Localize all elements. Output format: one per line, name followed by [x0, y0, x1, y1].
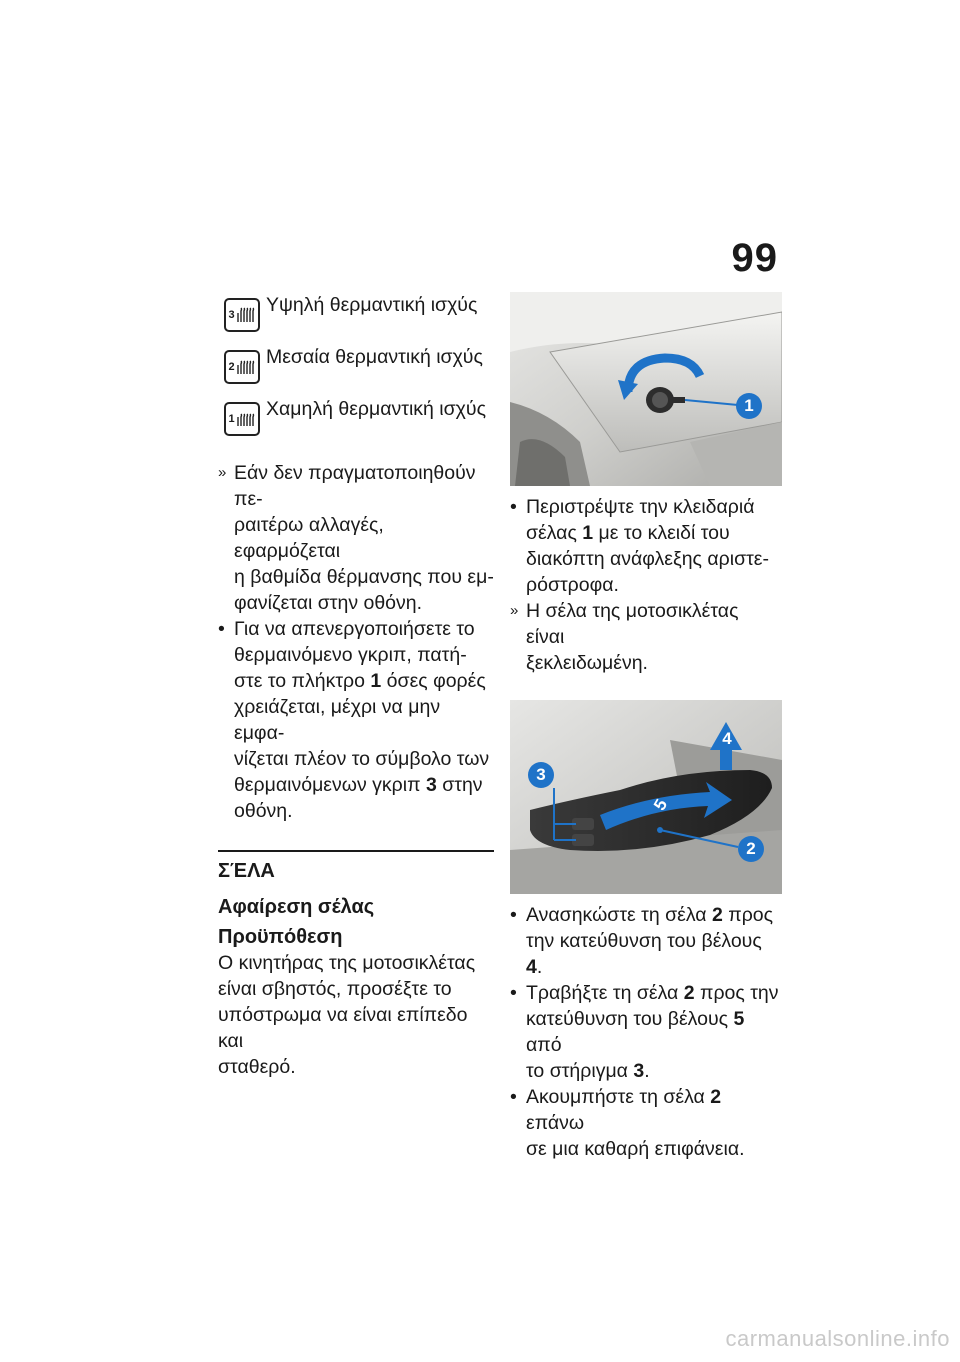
bullet-marker: • [510, 496, 517, 518]
step-item [510, 1084, 782, 1162]
watermark-footer: carmanualsonline.info [725, 1326, 950, 1351]
text-line: σε μια καθαρή επιφάνεια. [526, 1138, 745, 1160]
result-marker: » [510, 602, 519, 619]
text-line: ραιτέρω αλλαγές, εφαρμόζεται [234, 514, 384, 562]
text-line: θερμαινόμενο γκριπ, πατή- [234, 644, 467, 666]
heat-level-row [218, 292, 494, 344]
text-line: Τραβήξτε τη σέλα 2 προς την [526, 982, 779, 1004]
heat-level-row [218, 344, 494, 396]
text-line: φανίζεται στην οθόνη. [234, 592, 423, 614]
text-line: ξεκλειδωμένη. [526, 652, 648, 674]
text-line: Για να απενεργοποιήσετε το [234, 618, 475, 640]
reference-number: 4 [526, 956, 537, 978]
text-line: νίζεται πλέον το σύμβολο των [234, 748, 490, 770]
left-column [218, 292, 494, 1080]
seal-lock-figure [510, 292, 782, 486]
text-line: Η σέλα της μοτοσικλέτας είναι [526, 600, 739, 648]
callout-3: 3 [528, 762, 554, 788]
text-line: Περιστρέψτε την κλειδαριά [526, 496, 755, 518]
bullet-marker: • [218, 618, 225, 640]
seat-removal-figure [510, 700, 782, 894]
text-line: ρόστροφα. [526, 574, 619, 596]
step-item [510, 494, 782, 598]
text-line: οθόνη. [234, 800, 293, 822]
bullet-marker: • [510, 904, 517, 926]
text-line: η βαθμίδα θέρμανσης που εμ- [234, 566, 494, 588]
callout-2: 2 [738, 836, 764, 862]
result-item [510, 598, 782, 676]
heating-level-2-icon: 2 [224, 350, 260, 384]
section-divider [218, 850, 494, 852]
callout-4: 4 [722, 729, 732, 748]
reference-number: 2 [683, 982, 695, 1004]
text-line: είναι σβηστός, προσέξτε το [218, 978, 452, 1000]
reference-number: 1 [582, 522, 594, 544]
reference-number: 2 [711, 904, 723, 926]
heat-level-label: Υψηλή θερμαντική ισχύς [266, 294, 478, 316]
reference-number: 3 [425, 774, 437, 796]
text-line: Ακουμπήστε τη σέλα 2 επάνω [526, 1086, 722, 1134]
text-line: υπόστρωμα να είναι επίπεδο και [218, 1004, 468, 1052]
reference-number: 5 [733, 1008, 745, 1030]
precondition-title: Προϋπόθεση [218, 926, 343, 948]
text-line: σταθερό. [218, 1056, 296, 1078]
step-item [510, 902, 782, 980]
heat-level-label: Χαμηλή θερμαντική ισχύς [266, 398, 486, 420]
heating-level-1-icon: 1 [224, 402, 260, 436]
seat-lock-illustration [510, 292, 782, 486]
bullet-marker: • [510, 1086, 517, 1108]
text-line: την κατεύθυνση του βέλους 4. [526, 930, 762, 978]
result-marker: » [218, 464, 227, 481]
reference-number: 3 [633, 1060, 645, 1082]
text-line: στε το πλήκτρο 1 όσες φορές [234, 670, 486, 692]
bullet-marker: • [510, 982, 517, 1004]
text-line: κατεύθυνση του βέλους 5 από [526, 1008, 745, 1056]
text-line: Ο κινητήρας της μοτοσικλέτας [218, 952, 476, 974]
callout-5: 5 [649, 795, 672, 814]
callout-1: 1 [736, 393, 762, 419]
heat-level-row [218, 396, 494, 448]
heating-level-3-icon: 3 [224, 298, 260, 332]
reference-number: 2 [710, 1086, 722, 1108]
right-column [510, 292, 782, 1162]
section-title: ΣΈΛΑ [218, 860, 275, 882]
result-item [218, 460, 494, 616]
precondition-text [218, 950, 494, 1080]
seat-removal-illustration [510, 700, 782, 894]
text-line: θερμαινόμενων γκριπ 3 στην [234, 774, 483, 796]
text-line: σέλας 1 με το κλειδί του [526, 522, 730, 544]
step-item [510, 980, 782, 1084]
step-item [218, 616, 494, 824]
reference-number: 1 [370, 670, 382, 692]
text-line: διακόπτη ανάφλεξης αριστε- [526, 548, 769, 570]
text-line: το στήριγμα 3. [526, 1060, 650, 1082]
text-line: Εάν δεν πραγματοποιηθούν πε- [234, 462, 476, 510]
text-line: χρειάζεται, μέχρι να μην εμφα- [234, 696, 441, 744]
subsection-title: Αφαίρεση σέλας [218, 896, 375, 918]
text-line: Ανασηκώστε τη σέλα 2 προς [526, 904, 774, 926]
heat-level-label: Μεσαία θερμαντική ισχύς [266, 346, 483, 368]
page-number: 99 [731, 236, 778, 280]
